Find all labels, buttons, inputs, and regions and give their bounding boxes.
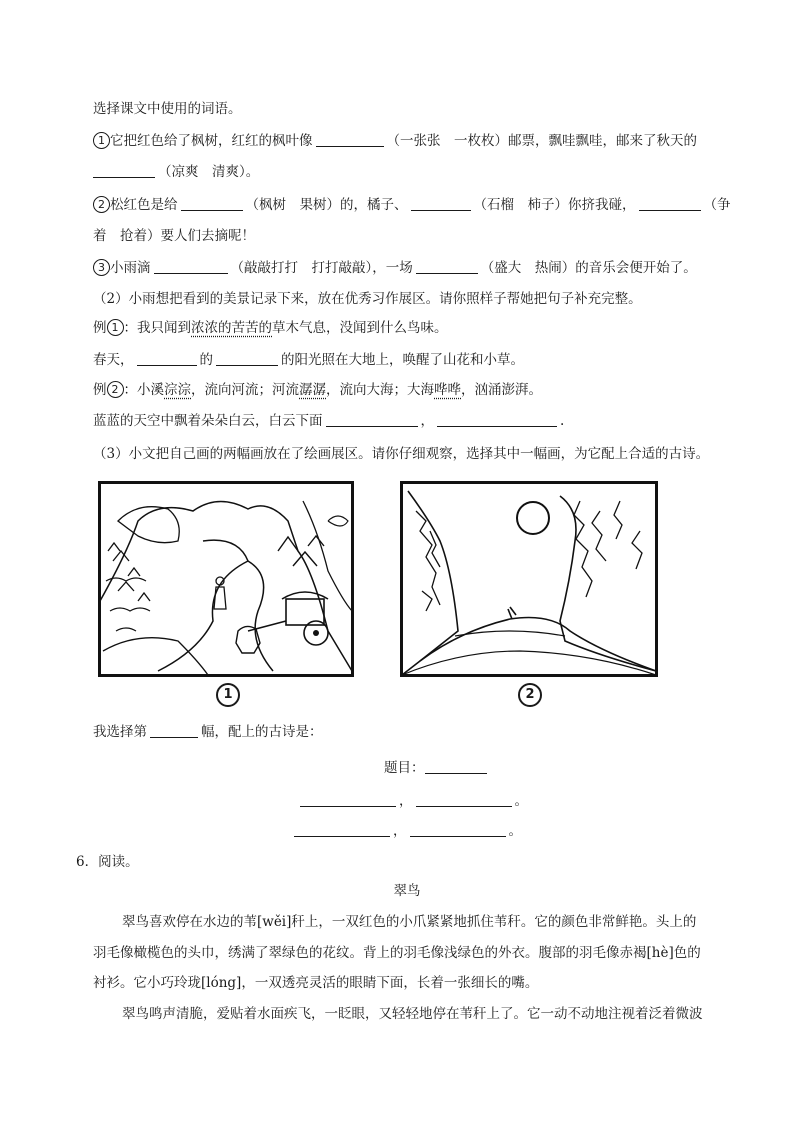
item-1-line-2: （凉爽 清爽）。 <box>93 162 259 182</box>
answer-blank[interactable] <box>93 163 155 178</box>
answer-blank[interactable] <box>316 132 384 147</box>
question-6: 6．阅读。 <box>76 854 139 870</box>
passage-p1-line-1: 翠鸟喜欢停在水边的苇[wěi]秆上，一双红色的小爪紧紧地抓住苇秆。它的颜色非常鲜艳。头上的 <box>122 914 697 930</box>
answer-blank[interactable] <box>411 196 471 211</box>
answer-blank[interactable] <box>294 822 390 837</box>
question-intro: 选择课文中使用的词语。 <box>93 101 242 117</box>
picture-1-drawing <box>98 481 354 677</box>
passage-p1-line-2: 羽毛像橄榄色的头巾，绣满了翠绿色的花纹。背上的羽毛像浅绿色的外衣。腹部的羽毛像赤褐[hè]色的 <box>93 945 701 961</box>
item-3-line: 3 小雨滴 （敲敲打打 打打敲敲），一场 （盛大 热闹）的音乐会便开始了。 <box>93 258 697 278</box>
answer-blank[interactable] <box>154 259 228 274</box>
answer-blank[interactable] <box>410 822 506 837</box>
answer-blank[interactable] <box>181 196 243 211</box>
passage-p2-line-1: 翠鸟鸣声清脆，爱贴着水面疾飞，一眨眼，又轻轻地停在苇秆上了。它一动不动地注视着泛着微波 <box>122 1006 703 1022</box>
question-3: （3）小文把自己画的两幅画放在了绘画展区。请你仔细观察，选择其中一幅画，为它配上合适的古诗。 <box>93 446 710 462</box>
circled-number: 2 <box>93 196 110 213</box>
picture-1-label: 1 <box>216 683 240 707</box>
circled-number: 1 <box>107 319 124 336</box>
answer-blank[interactable] <box>150 723 198 738</box>
answer-blank[interactable] <box>437 412 557 427</box>
item-1-line-1: 1 它把红色给了枫树，红红的枫叶像 （一张张 一枚枚）邮票，飘哇飘哇，邮来了秋天的 <box>93 131 697 151</box>
passage-title: 翠鸟 <box>393 883 421 899</box>
circled-number: 1 <box>93 132 110 149</box>
picture-2-label: 2 <box>518 683 542 707</box>
circled-number: 2 <box>107 381 124 398</box>
question-2: （2）小雨想把看到的美景记录下来，放在优秀习作展区。请你照样子帮她把句子补充完整。 <box>93 291 642 307</box>
example-1: 例 1 ：我只闻到浓浓的苦苦的草木气息，没闻到什么鸟味。 <box>93 320 448 336</box>
answer-blank[interactable] <box>639 196 701 211</box>
answer-blank[interactable] <box>326 412 418 427</box>
poem-line-1: ， 。 <box>300 791 528 811</box>
picture-2 <box>400 481 658 677</box>
sky-sentence: 蓝蓝的天空中飘着朵朵白云，白云下面 ， . <box>93 413 565 429</box>
passage-p1-line-3: 衬衫。它小巧玲珑[lóng]，一双透亮灵活的眼睛下面，长着一张细长的嘴。 <box>93 975 539 991</box>
emphasized-words: 浓浓的苦苦的 <box>191 320 272 336</box>
picture-1 <box>98 481 354 677</box>
item-2-line-2: 着 抢着）要人们去摘呢！ <box>93 228 255 244</box>
answer-blank[interactable] <box>137 351 197 366</box>
answer-blank[interactable] <box>416 792 512 807</box>
item-2-line-1: 2 松红色是给 （枫树 果树）的，橘子、 （石榴 柿子）你挤我碰， （争 <box>93 195 731 215</box>
example-2: 例 2 ：小溪淙淙，流向河流；河流潺潺，流向大海；大海哗哗，汹涌澎湃。 <box>93 382 542 398</box>
answer-blank[interactable] <box>300 792 396 807</box>
answer-blank[interactable] <box>425 759 487 774</box>
answer-blank[interactable] <box>216 351 278 366</box>
poem-title-line: 题目： <box>384 758 490 778</box>
answer-blank[interactable] <box>416 259 478 274</box>
spring-sentence: 春天， 的 的阳光照在大地上，唤醒了山花和小草。 <box>93 352 524 368</box>
picture-2-drawing <box>400 481 658 677</box>
choose-sentence: 我选择第 幅，配上的古诗是： <box>93 724 323 740</box>
poem-line-2: ， 。 <box>294 821 522 841</box>
circled-number: 3 <box>93 259 110 276</box>
